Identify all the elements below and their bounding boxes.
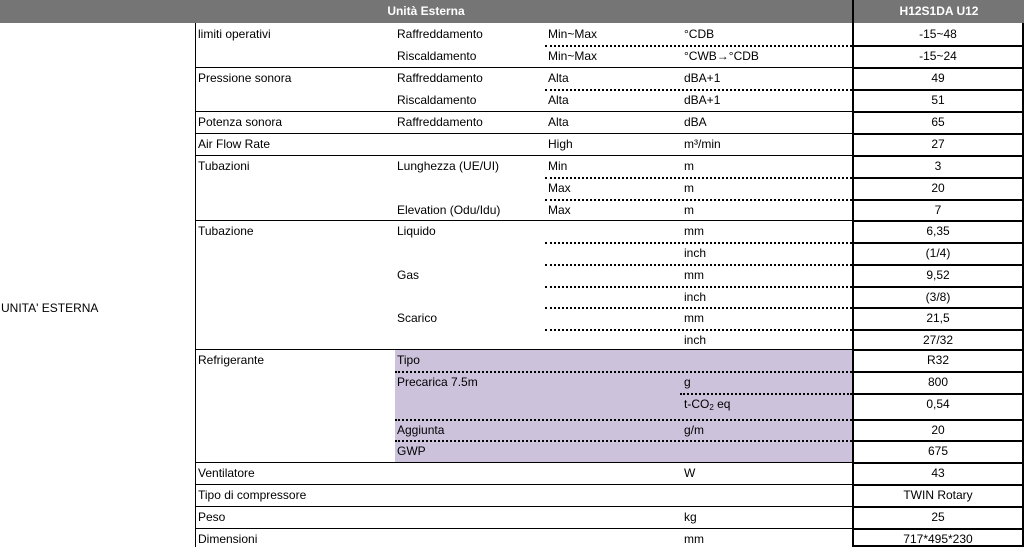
value-divider <box>854 89 1022 91</box>
row-value: 800 <box>927 375 949 389</box>
value-divider <box>854 67 1022 69</box>
row-divider-dotted <box>545 199 852 201</box>
row-divider <box>196 528 852 529</box>
row-unit: mm <box>684 311 704 325</box>
row-condition: Alta <box>548 93 569 107</box>
row-value: (1/4) <box>925 246 951 260</box>
row-condition: Min <box>548 159 568 173</box>
value-divider <box>854 220 1022 222</box>
unit-label-column <box>0 23 196 547</box>
row-subcategory: Riscaldamento <box>397 49 477 63</box>
row-value: (3/8) <box>925 290 951 304</box>
row-value: 27 <box>931 137 945 151</box>
value-divider <box>854 286 1022 288</box>
row-divider <box>196 220 852 221</box>
row-value: 65 <box>931 115 945 129</box>
value-divider <box>854 419 1022 421</box>
refrigerant-highlight <box>395 349 852 462</box>
row-category: Refrigerante <box>198 353 265 367</box>
row-value: 675 <box>927 444 949 458</box>
row-divider <box>196 349 852 350</box>
row-condition: Min~Max <box>548 49 598 63</box>
row-value: 43 <box>931 466 945 480</box>
row-divider-dotted <box>545 45 852 47</box>
row-condition: Min~Max <box>548 27 598 41</box>
row-condition: Alta <box>548 115 569 129</box>
value-divider <box>854 349 1022 351</box>
row-divider-dotted <box>395 419 852 421</box>
row-condition: Alta <box>548 71 569 85</box>
row-value: 51 <box>931 93 945 107</box>
row-subcategory: Lunghezza (UE/UI) <box>397 159 500 173</box>
row-value: -15~48 <box>919 27 957 41</box>
row-value: 3 <box>934 159 942 173</box>
row-category: limiti operativi <box>198 27 271 41</box>
row-category: Ventilatore <box>198 466 255 480</box>
row-unit: dBA <box>684 115 707 129</box>
row-unit: inch <box>684 290 707 304</box>
row-value: 0,54 <box>926 397 950 411</box>
row-subcategory: Riscaldamento <box>397 93 477 107</box>
row-subcategory: Tipo <box>397 353 420 367</box>
row-category: Air Flow Rate <box>198 137 271 151</box>
row-unit: kg <box>684 510 697 524</box>
row-divider <box>196 155 852 156</box>
value-divider <box>854 528 1022 530</box>
value-divider <box>854 393 1022 395</box>
row-value: 21,5 <box>926 311 950 325</box>
row-unit: °CDB <box>684 27 715 41</box>
row-unit: m³/min <box>684 137 721 151</box>
row-divider-dotted <box>395 440 852 442</box>
row-divider-dotted <box>545 329 852 331</box>
row-subcategory: GWP <box>397 444 426 458</box>
row-unit: W <box>684 466 696 480</box>
row-value: -15~24 <box>919 49 957 63</box>
row-value: 7 <box>934 203 942 217</box>
row-condition: High <box>548 137 573 151</box>
row-category: Pressione sonora <box>198 71 292 85</box>
row-subcategory: Gas <box>397 268 420 282</box>
row-value: R32 <box>926 353 949 367</box>
value-divider <box>854 177 1022 179</box>
row-unit: mm <box>684 224 704 238</box>
row-divider <box>196 67 852 68</box>
row-divider <box>196 484 852 485</box>
row-unit: m <box>684 203 694 217</box>
row-unit: $t-CO_2$ eq <box>684 397 731 412</box>
row-category: Tipo di compressore <box>198 488 307 502</box>
row-category: Potenza sonora <box>198 115 283 129</box>
row-condition: Max <box>548 203 571 217</box>
row-subcategory: Liquido <box>397 224 436 238</box>
row-divider-dotted <box>545 177 852 179</box>
row-subcategory: Raffreddamento <box>397 71 483 85</box>
row-value: 27/32 <box>922 333 954 347</box>
row-category: Dimensioni <box>198 532 258 546</box>
row-divider-dotted <box>395 371 852 373</box>
row-unit: mm <box>684 532 704 546</box>
value-divider <box>854 506 1022 508</box>
value-divider <box>854 155 1022 157</box>
row-divider-dotted <box>545 307 852 309</box>
row-value: 25 <box>931 510 945 524</box>
row-unit: dBA+1 <box>684 93 721 107</box>
row-unit: g/m <box>684 423 705 437</box>
row-unit: m <box>684 159 694 173</box>
row-subcategory: Raffreddamento <box>397 115 483 129</box>
row-value: 9,52 <box>926 268 950 282</box>
row-divider-dotted <box>545 89 852 91</box>
row-value: 20 <box>931 181 945 195</box>
row-divider-dotted <box>545 264 852 266</box>
row-category: Tubazioni <box>198 159 250 173</box>
row-subcategory: Aggiunta <box>397 423 445 437</box>
row-unit: g <box>684 375 691 389</box>
row-value: 6,35 <box>926 224 950 238</box>
unit-label: UNITA' ESTERNA <box>1 301 99 315</box>
row-value: 49 <box>931 71 945 85</box>
value-divider <box>854 307 1022 309</box>
value-divider <box>854 199 1022 201</box>
row-divider <box>196 506 852 507</box>
row-value: 20 <box>931 423 945 437</box>
row-divider <box>196 133 852 134</box>
table-header-section: Unità Esterna <box>0 0 852 23</box>
row-category: Peso <box>198 510 226 524</box>
row-subcategory: Precarica 7.5m <box>397 375 478 389</box>
row-unit: inch <box>684 246 707 260</box>
row-unit: inch <box>684 333 707 347</box>
value-divider <box>854 329 1022 331</box>
row-subcategory: Raffreddamento <box>397 27 483 41</box>
row-unit: °CWB→°CDB <box>684 49 759 63</box>
row-divider-dotted <box>545 242 852 244</box>
value-divider <box>854 45 1022 47</box>
value-divider <box>854 111 1022 113</box>
row-divider <box>196 111 852 112</box>
row-category: Tubazione <box>198 224 254 238</box>
row-divider <box>196 462 852 463</box>
row-subcategory: Scarico <box>397 311 438 325</box>
row-value: TWIN Rotary <box>903 488 973 502</box>
value-divider <box>854 133 1022 135</box>
row-value: 717*495*230 <box>903 532 973 546</box>
value-divider <box>854 371 1022 373</box>
row-divider-dotted <box>680 393 852 395</box>
row-unit: mm <box>684 268 704 282</box>
row-unit: m <box>684 181 694 195</box>
table-header-model: H12S1DA U12 <box>852 0 1024 23</box>
value-divider <box>854 264 1022 266</box>
row-condition: Max <box>548 181 571 195</box>
value-divider <box>854 242 1022 244</box>
row-unit: dBA+1 <box>684 71 721 85</box>
value-divider <box>854 440 1022 442</box>
row-divider-dotted <box>545 286 852 288</box>
row-subcategory: Elevation (Odu/Idu) <box>397 203 501 217</box>
value-divider <box>854 462 1022 464</box>
value-divider <box>854 484 1022 486</box>
